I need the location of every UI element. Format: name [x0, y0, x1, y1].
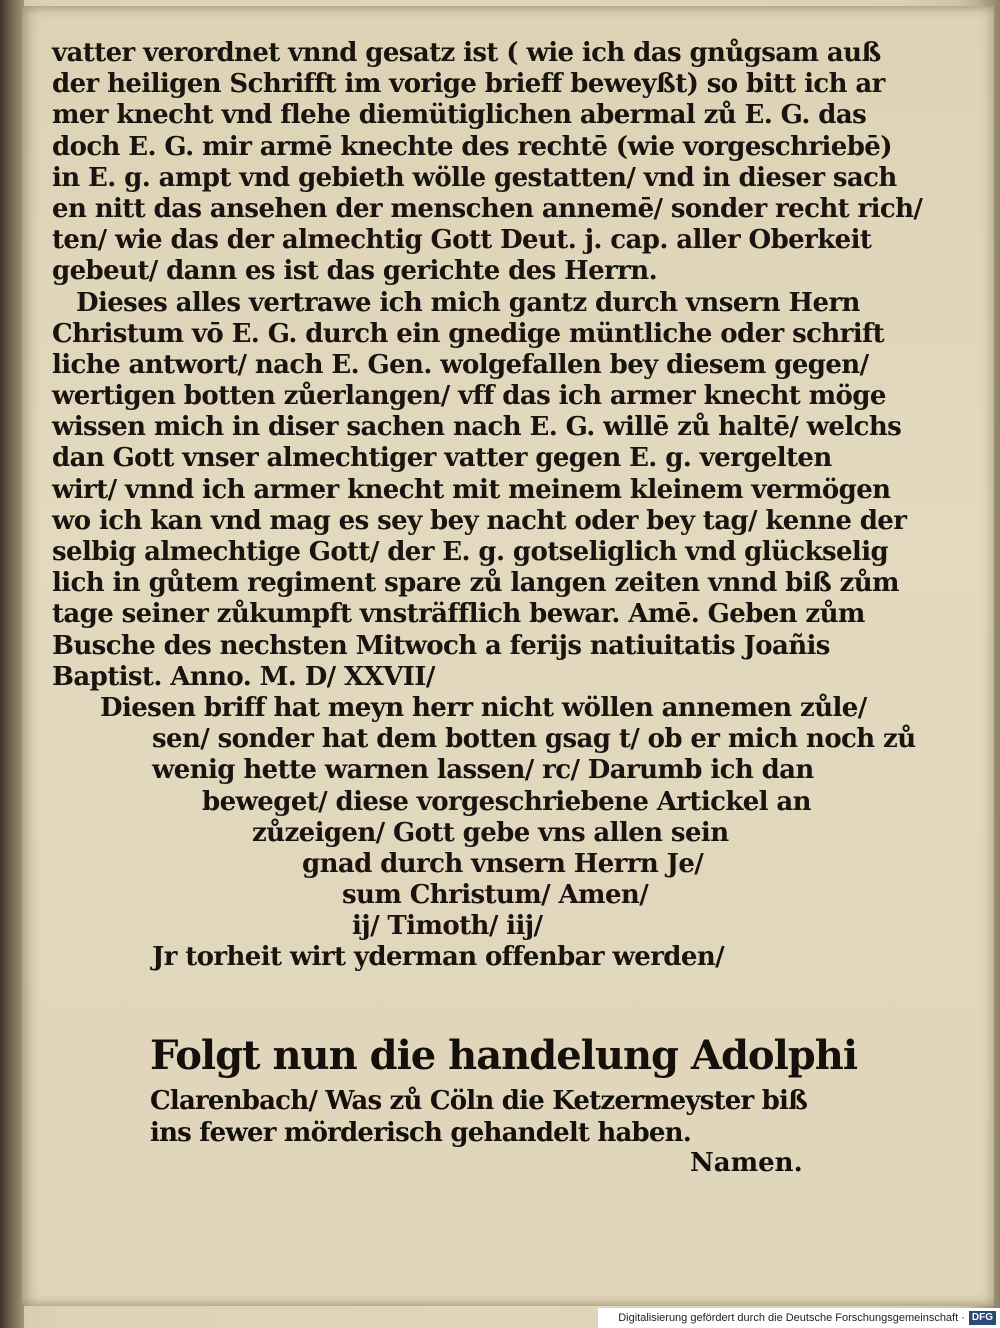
- heading-subline: ins fewer mörderisch gehandelt haben.: [150, 1118, 692, 1148]
- body-line: lich in gůtem regiment spare zů langen zeiten vnnd biß zům: [52, 568, 899, 599]
- body-line: mer knecht vnd flehe diemütiglichen abermal zů E. G. das: [52, 100, 867, 131]
- dfg-logo: DFG: [969, 1311, 996, 1325]
- book-gutter: [0, 0, 24, 1328]
- body-line: selbig almechtige Gott/ der E. g. gotseliglich vnd glückselig: [52, 537, 889, 567]
- body-line: wirt/ vnnd ich armer knecht mit meinem kleinem vermögen: [52, 474, 891, 505]
- body-line: ten/ wie das der almechtig Gott Deut. j. cap. aller Oberkeit: [52, 225, 872, 256]
- cone-line: Jr torheit wirt yderman offenbar werden/: [152, 942, 725, 973]
- body-line: in E. g. ampt vnd gebieth wölle gestatten/ vnd in dieser sach: [52, 162, 897, 193]
- body-line: gebeut/ dann es ist das gerichte des Herrn.: [52, 256, 658, 287]
- body-line: Dieses alles vertrawe ich mich gantz durch vnsern Hern: [76, 287, 860, 318]
- cone-line: sen/ sonder hat dem botten gsag t/ ob er mich noch zů: [152, 724, 916, 755]
- body-line: Baptist. Anno. M. D/ XXVII/: [52, 661, 435, 692]
- body-line: Busche des nechsten Mitwoch a ferijs natiuitatis Joañis: [52, 630, 830, 661]
- body-line: wissen mich in diser sachen nach E. G. willē zů haltē/ welchs: [52, 412, 902, 443]
- body-line: liche antwort/ nach E. Gen. wolgefallen bey diesem gegen/: [52, 349, 869, 380]
- body-line: wertigen botten zůerlangen/ vff das ich armer knecht möge: [52, 381, 886, 412]
- body-line: Christum vō E. G. durch ein gnedige müntliche oder schrift: [52, 318, 885, 349]
- catchword: Namen.: [690, 1148, 803, 1178]
- heading-subline: Clarenbach/ Was zů Cöln die Ketzermeyster biß: [150, 1086, 808, 1116]
- cone-line: ij/ Timoth/ iij/: [352, 911, 543, 942]
- body-line: dan Gott vnser almechtiger vatter gegen E. g. vergelten: [52, 443, 832, 474]
- cone-line: zůzeigen/ Gott gebe vns allen sein: [252, 817, 729, 848]
- main-text: [52, 38, 923, 974]
- body-line: doch E. G. mir armē knechte des rechtē (wie vorgeschriebē): [52, 131, 892, 162]
- cone-line: Diesen briff hat meyn herr nicht wöllen annemen zůle/: [100, 692, 867, 723]
- footer-text: Digitalisierung gefördert durch die Deutsche Forschungsgemeinschaft ·: [618, 1312, 965, 1324]
- body-line: wo ich kan vnd mag es sey bey nacht oder bey tag/ kenne der: [52, 505, 907, 536]
- cone-line: wenig hette warnen lassen/ rc/ Darumb ich dan: [152, 755, 814, 786]
- section-heading: Folgt nun die handelung Adolphi: [150, 1032, 858, 1079]
- cone-line: beweget/ diese vorgeschriebene Artickel an: [202, 786, 811, 817]
- cone-line: sum Christum/ Amen/: [342, 880, 649, 911]
- footer-credit: [598, 1308, 1000, 1328]
- body-line: tage seiner zůkumpft vnsträfflich bewar. Amē. Geben zům: [52, 599, 865, 630]
- cone-line: gnad durch vnsern Herrn Je/: [302, 848, 704, 879]
- body-line: vatter verordnet vnnd gesatz ist ( wie ich das gnůgsam auß: [52, 38, 881, 68]
- body-line: en nitt das ansehen der menschen annemē/ sonder recht rich/: [52, 193, 923, 224]
- body-line: der heiligen Schrifft im vorige brieff beweyßt) so bitt ich ar: [52, 69, 885, 100]
